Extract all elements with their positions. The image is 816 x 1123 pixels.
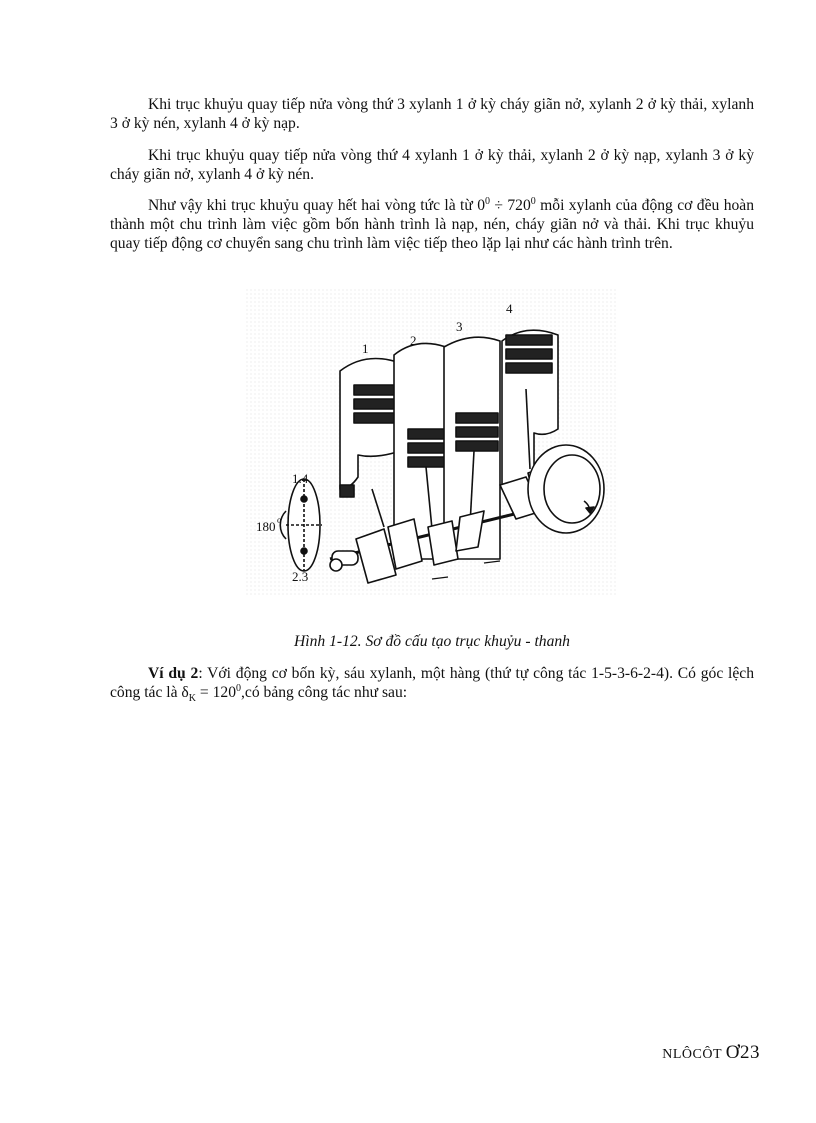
superscript-degree: 0 — [236, 682, 242, 694]
paragraph-4 — [110, 664, 754, 705]
paragraph-1: Khi trục khuỷu quay tiếp nửa vòng thứ 3 xylanh 1 ở kỳ cháy giãn nở, xylanh 2 ở kỳ thải, xylanh 3 ở kỳ nén, xylanh 4 ở kỳ nạp. — [110, 96, 754, 132]
footer-text: NLÔCÔT — [662, 1047, 722, 1062]
superscript-degree: 0 — [530, 195, 536, 207]
angle-degree-sup: o — [277, 515, 282, 525]
paragraph-4-text-c: ,có bảng công tác như sau: — [241, 684, 408, 701]
superscript-degree: 0 — [485, 195, 491, 207]
paragraph-3 — [110, 196, 754, 253]
subscript-k: K — [188, 693, 197, 705]
footer-glyph: Ơ — [725, 1042, 740, 1063]
paragraph-4-text-a: : Với động cơ bốn kỳ, sáu xylanh, một hàng (thứ tự công tác 1-5-3-6-2-4). Có góc lệch công tác là δ — [110, 665, 754, 701]
cylinder-1-label: 1 — [362, 341, 369, 356]
cylinder-4-label: 4 — [506, 301, 513, 316]
angle-label: 180 — [256, 519, 276, 534]
paragraph-3-text-a: Như vậy khi trục khuỷu quay hết hai vòng tức là từ 0 — [148, 197, 486, 214]
crankshaft-figure — [246, 289, 616, 597]
figure-caption: Hình 1-12. Sơ đồ cấu tạo trục khuỷu - thanh — [294, 633, 570, 650]
page-number: 23 — [740, 1042, 760, 1063]
cylinder-2-label: 2 — [410, 333, 417, 348]
paragraph-2: Khi trục khuỷu quay tiếp nửa vòng thứ 4 xylanh 1 ở kỳ thải, xylanh 2 ở kỳ nạp, xylanh 3 ở kỳ cháy giãn nở, xylanh 4 ở kỳ nén. — [110, 147, 754, 183]
page-footer — [662, 1042, 760, 1064]
paragraph-3-text-c: mỗi xylanh của động cơ đều hoàn thành một chu trình làm việc gồm bốn hành trình là nạp, nén, cháy giãn nở và thải. Khi trục khuỷu quay tiếp động cơ chuyển sang chu trình làm việc tiếp theo lặp lại như các hành trình trên. — [110, 197, 755, 252]
position-top-label: 1.4 — [292, 471, 309, 486]
flywheel — [528, 445, 604, 533]
cylinder-3-label: 3 — [456, 319, 463, 334]
paragraph-3-text-b: ÷ 720 — [490, 197, 531, 214]
example-label: Ví dụ 2 — [148, 665, 199, 682]
paragraph-4-text-b: = 120 — [196, 684, 237, 701]
position-bottom-label: 2.3 — [292, 569, 309, 584]
